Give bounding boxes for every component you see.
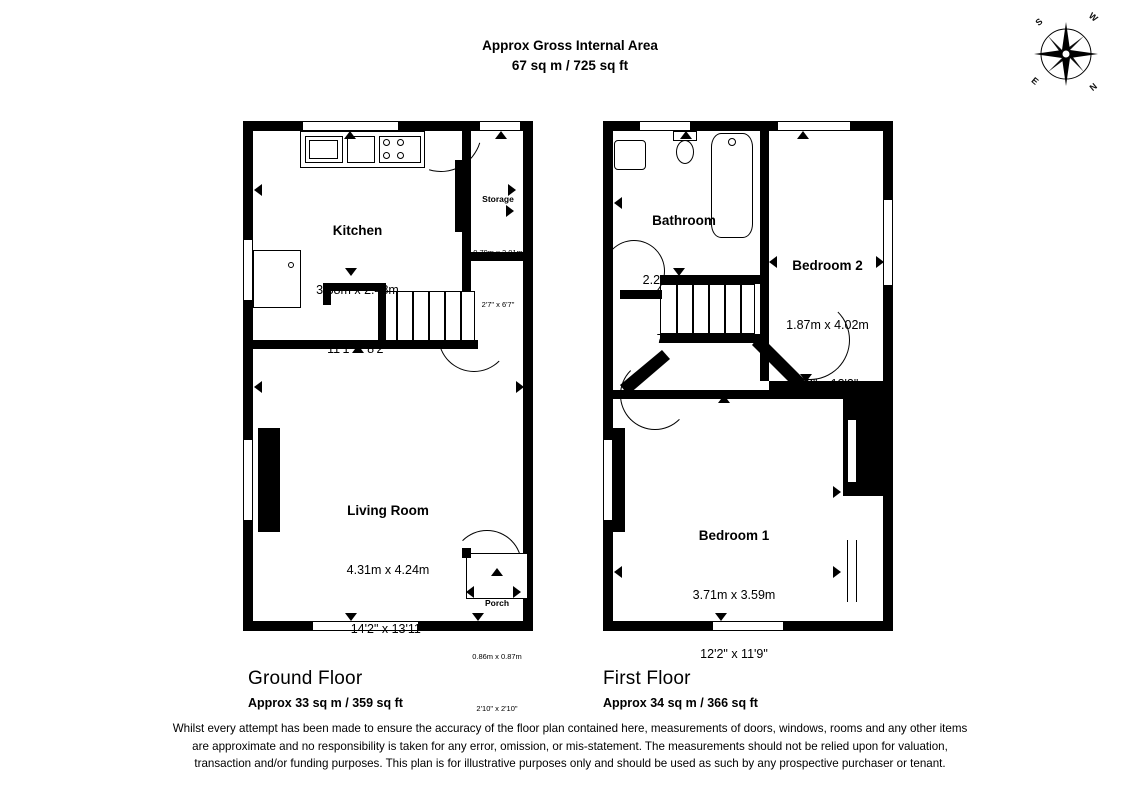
- wash-basin-counter: [614, 140, 646, 170]
- bedroom1-window-left: [603, 440, 613, 520]
- gross-area-label: Approx Gross Internal Area: [482, 38, 658, 53]
- porch-label: Porch 0.86m x 0.87m 2'10" x 2'10": [472, 598, 522, 713]
- direction-marker: [718, 395, 730, 403]
- direction-marker: [614, 566, 622, 578]
- disclaimer-text: Whilst every attempt has been made to ensure the accuracy of the floor plan contained here, measurements of doors, windows, rooms and any other items are approximate and no responsibility is taken for any error, omission, or mis-statement. The measurements should not be relied upon for valuation, transaction and/or funding purposes. This plan is for illustrative purposes only and should be used as such by any prospective purchaser or tenant.: [172, 722, 968, 771]
- direction-marker: [797, 131, 809, 139]
- direction-marker: [344, 131, 356, 139]
- bathroom-window-top: [640, 121, 690, 131]
- living-window-left: [243, 440, 253, 520]
- gross-area-value: 67 sq m / 725 sq ft: [511, 57, 629, 73]
- bedroom2-window-top: [778, 121, 850, 131]
- ground-chimney-breast: [258, 428, 280, 532]
- kitchen-sink-basin: [309, 140, 338, 159]
- kitchen-window-top: [303, 121, 398, 131]
- living-room-label: Living Room 4.31m x 4.24m 14'2" x 13'11": [346, 503, 430, 636]
- direction-marker: [833, 566, 841, 578]
- ground-floor-title: Ground Floor: [248, 668, 363, 689]
- page-title: [0, 36, 1140, 75]
- direction-marker: [495, 131, 507, 139]
- kitchen-hob-ring-3: [383, 152, 390, 159]
- compass-label-n: N: [1087, 81, 1099, 93]
- storage-label: Storage 0.79m x 2.01m 2'7" x 6'7": [473, 194, 523, 309]
- direction-marker: [680, 131, 692, 139]
- kitchen-counter-unit: [347, 136, 375, 163]
- first-floor-title: First Floor: [603, 668, 691, 689]
- bathroom-label: Bathroom 2.28m x 2.45m 7'6" x 8'0": [642, 213, 726, 346]
- kitchen-hob-ring-4: [397, 152, 404, 159]
- ground-floor-area: Approx 33 sq m / 359 sq ft: [248, 696, 403, 710]
- kitchen-hob-ring-1: [383, 139, 390, 146]
- kitchen-window-left: [243, 240, 253, 300]
- toilet-pan: [676, 140, 694, 164]
- direction-marker: [254, 381, 262, 393]
- direction-marker: [833, 486, 841, 498]
- compass-rose: [1022, 10, 1110, 98]
- ground-wall-left: [243, 121, 253, 631]
- bedroom2-label: Bedroom 2 1.87m x 4.02m 6'2" x 13'2": [786, 258, 869, 391]
- storage-window-top: [480, 121, 520, 131]
- direction-marker: [516, 381, 524, 393]
- compass-label-s: S: [1033, 16, 1045, 28]
- direction-marker: [254, 184, 262, 196]
- bathtub-tap: [728, 138, 736, 146]
- bedroom1-window-right-lower: [847, 540, 857, 602]
- first-floor-area: Approx 34 sq m / 366 sq ft: [603, 696, 758, 710]
- kitchen-label: Kitchen 3.38m x 2.48m 11'1" x 8'2": [316, 223, 399, 356]
- compass-label-e: E: [1029, 75, 1041, 87]
- compass-label-w: W: [1086, 10, 1100, 24]
- bedroom1-label: Bedroom 1 3.71m x 3.59m 12'2" x 11'9": [692, 528, 776, 661]
